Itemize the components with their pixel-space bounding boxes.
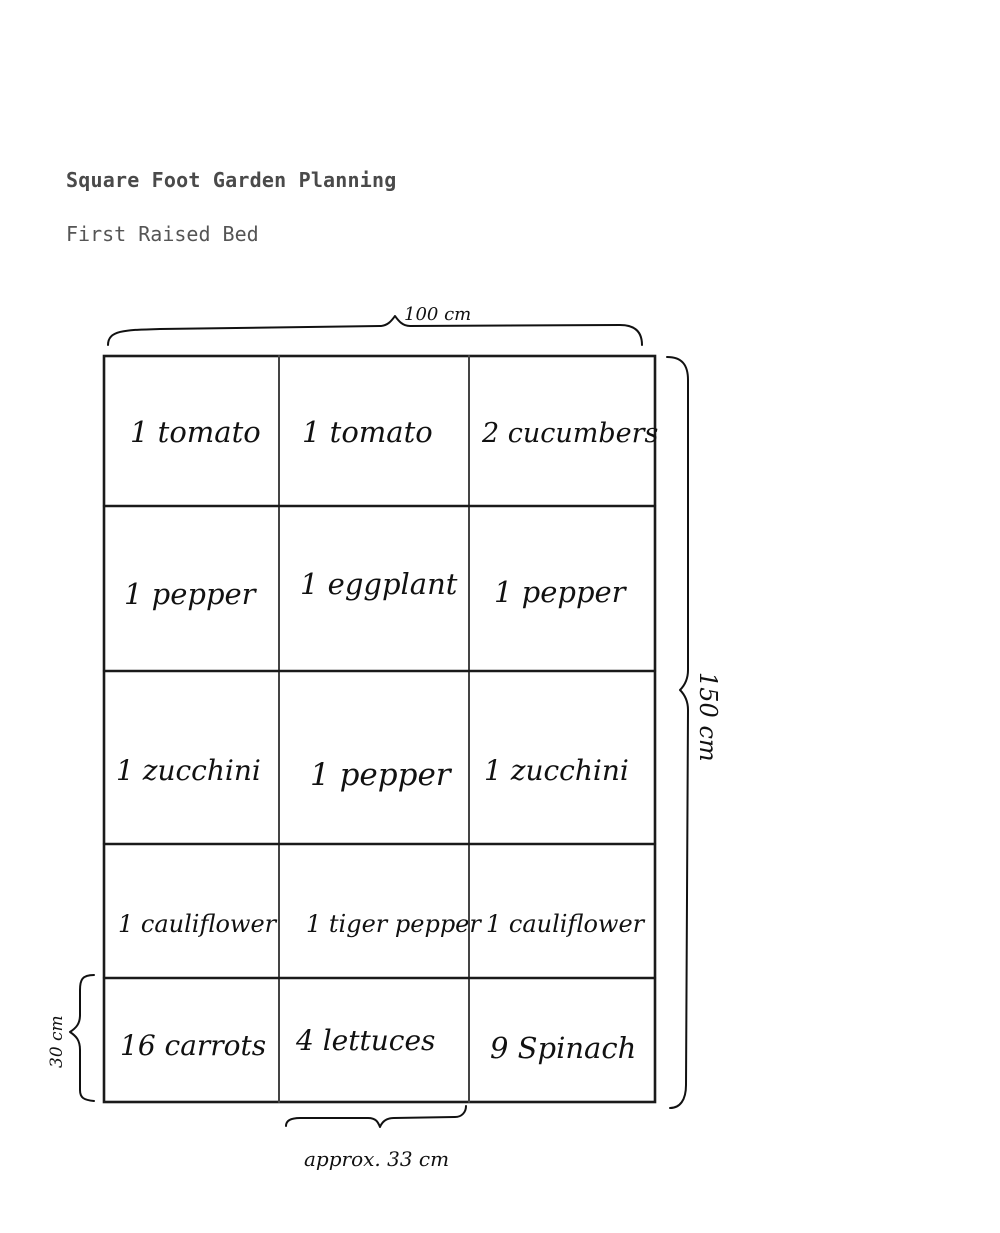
column-width-label: approx. 33 cm (304, 1147, 450, 1171)
cell-label: 1 cauliflower (118, 910, 277, 938)
width-label: 100 cm (404, 304, 472, 325)
height-label: 150 cm (694, 672, 722, 762)
right-height-brace (667, 357, 688, 1108)
cell-label: 1 cauliflower (486, 910, 645, 938)
cell-label: 9 Spinach (490, 1031, 637, 1065)
cell-label: 1 pepper (124, 577, 256, 611)
bed-outline (104, 356, 655, 1102)
page-subtitle: First Raised Bed (66, 222, 259, 246)
bottom-column-brace (286, 1106, 466, 1127)
cell-label: 1 pepper (494, 575, 626, 609)
cell-label: 16 carrots (120, 1029, 267, 1062)
top-width-brace (108, 316, 642, 345)
cell-label: 1 zucchini (116, 754, 261, 787)
row-height-label: 30 cm (47, 1015, 67, 1068)
cell-label: 4 lettuces (296, 1024, 436, 1057)
page-title: Square Foot Garden Planning (66, 168, 397, 192)
cell-label: 1 tomato (130, 415, 261, 449)
bed-cells (116, 415, 658, 1065)
cell-label: 1 tomato (302, 415, 433, 449)
bed-grid (104, 356, 655, 1102)
cell-label: 1 pepper (310, 757, 451, 793)
cell-label: 1 eggplant (300, 567, 458, 601)
cell-label: 1 zucchini (484, 754, 629, 787)
cell-label: 2 cucumbers (482, 418, 659, 449)
cell-label: 1 tiger pepper (306, 910, 481, 938)
left-row-brace (70, 975, 94, 1101)
